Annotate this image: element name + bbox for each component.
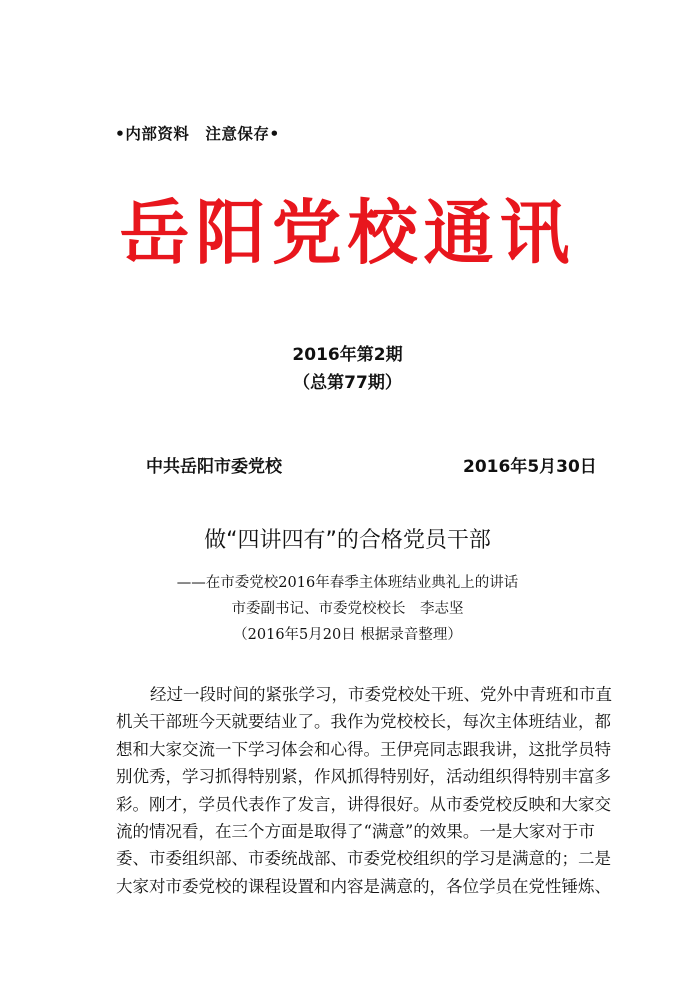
- article-body: [116, 681, 612, 900]
- article-subtitle: ——在市委党校2016年春季主体班结业典礼上的讲话: [176, 575, 519, 591]
- publication-date: 2016年5月30日: [463, 457, 597, 477]
- confidential-notice: •内部资料 注意保存•: [115, 125, 280, 143]
- body-line: 别优秀，学习抓得特别紧，作风抓得特别好，活动组织得特别丰富多: [116, 767, 611, 787]
- body-line: 想和大家交流一下学习体会和心得。王伊亮同志跟我讲，这批学员特: [116, 739, 611, 759]
- article-note: （2016年5月20日 根据录音整理）: [233, 627, 462, 643]
- body-line: 经过一段时间的紧张学习，市委党校处干班、党外中青班和市直: [150, 685, 612, 704]
- total-issue-number: （总第77期）: [293, 373, 402, 393]
- body-line: 流的情况看，在三个方面是取得了“满意”的效果。一是大家对于市: [116, 822, 595, 842]
- article-speaker: 市委副书记、市委党校校长 李志坚: [231, 601, 464, 617]
- body-line: 委、市委组织部、市委统战部、市委党校组织的学习是满意的；二是: [116, 849, 611, 869]
- article-title: 做“四讲四有”的合格党员干部: [204, 528, 491, 553]
- masthead-title: 岳阳党校通讯: [119, 191, 576, 274]
- body-line: 彩。刚才，学员代表作了发言，讲得很好。从市委党校反映和大家交: [116, 794, 611, 814]
- body-line: 机关干部班今天就要结业了。我作为党校校长，每次主体班结业，都: [116, 712, 611, 732]
- publisher-organization: 中共岳阳市委党校: [146, 457, 282, 477]
- body-line: 大家对市委党校的课程设置和内容是满意的，各位学员在党性锤炼、: [116, 876, 611, 896]
- issue-number: 2016年第2期: [292, 345, 403, 365]
